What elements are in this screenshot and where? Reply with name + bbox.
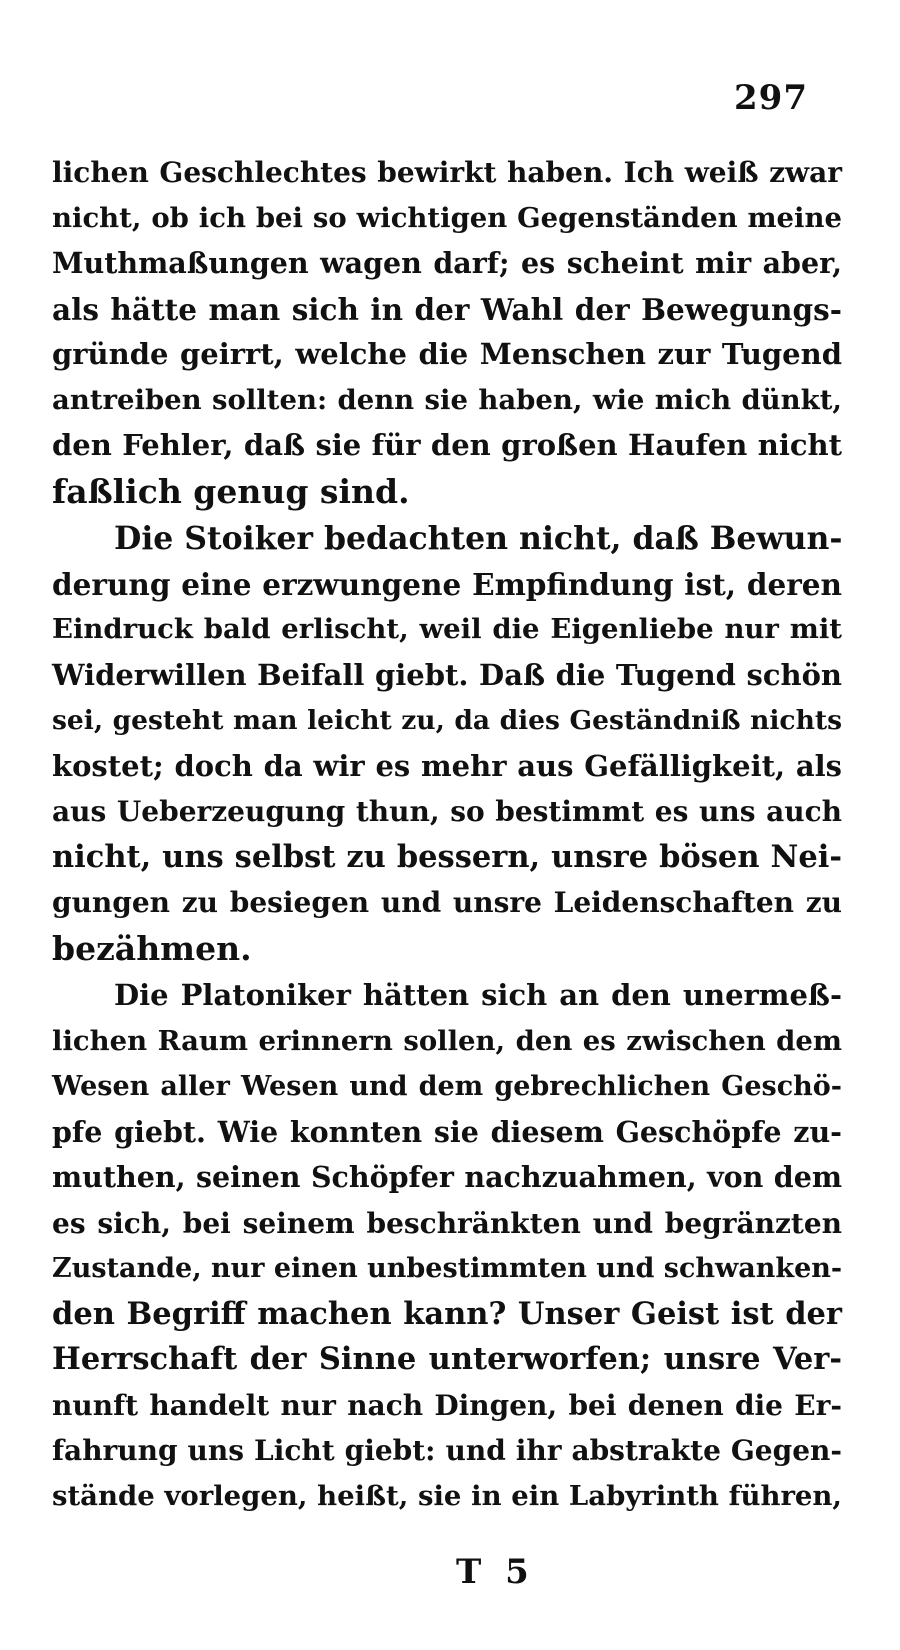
paragraph-3 <box>52 973 842 1519</box>
text-line: gungen zu besiegen und unsre Leidenschaften zu <box>52 886 842 919</box>
text-line: Muthmaßungen wagen darf; es scheint mir aber, <box>52 246 842 280</box>
text-line: Die Platoniker hätten sich an den unermeß- <box>114 978 842 1012</box>
text-line: lichen Raum erinnern sollen, den es zwischen dem <box>52 1024 842 1057</box>
text-line: fahrung uns Licht giebt: und ihr abstrakte Gegen- <box>52 1434 842 1467</box>
text-line: Zustande, nur einen unbestimmten und schwanken- <box>52 1253 843 1284</box>
text-line: aus Ueberzeugung thun, so bestimmt es uns auch <box>52 795 842 828</box>
text-line: Wesen aller Wesen und dem gebrechlichen Geschö- <box>52 1071 842 1102</box>
text-line: als hätte man sich in der Wahl der Bewegungs- <box>52 291 842 327</box>
text-line: faßlich genug sind. <box>52 471 410 511</box>
text-line: den Fehler, daß sie für den großen Haufen nicht <box>52 428 842 462</box>
text-line: kostet; doch da wir es mehr aus Gefälligkeit, als <box>52 748 842 783</box>
text-line: lichen Geschlechtes bewirkt haben. Ich weiß zwar <box>52 156 842 189</box>
text-line: gründe geirrt, welche die Menschen zur Tugend <box>52 337 842 371</box>
body-text <box>52 150 842 1519</box>
text-line: nicht, ob ich bei so wichtigen Gegenständen meine <box>52 201 842 234</box>
text-line: Die Stoiker bedachten nicht, daß Bewun- <box>114 520 843 557</box>
paragraph-1 <box>52 150 842 514</box>
text-line: pfe giebt. Wie konnten sie diesem Geschöpfe zu- <box>52 1114 842 1149</box>
text-line: den Begriff machen kann? Unser Geist ist der <box>52 1295 842 1332</box>
signature-mark: T 5 <box>456 1552 535 1592</box>
text-line: muthen, seinen Schöpfer nachzuahmen, von dem <box>52 1160 842 1194</box>
text-line: Herrschaft der Sinne unterworfen; unsre Ver- <box>52 1341 842 1377</box>
page-number: 297 <box>734 78 808 118</box>
text-line: bezähmen. <box>52 928 252 968</box>
text-line: es sich, bei seinem beschränkten und begränzten <box>52 1206 842 1240</box>
text-line: nicht, uns selbst zu bessern, unsre bösen Nei- <box>52 838 842 875</box>
text-line: stände vorlegen, heißt, sie in ein Labyrinth führen, <box>52 1479 842 1512</box>
text-line: antreiben sollten: denn sie haben, wie mich dünkt, <box>52 383 842 416</box>
text-line: sei, gesteht man leicht zu, da dies Geständniß nichts <box>52 705 842 736</box>
text-line: Widerwillen Beifall giebt. Daß die Tugend schön <box>52 657 842 692</box>
text-line: derung eine erzwungene Empfindung ist, deren <box>52 566 842 602</box>
text-line: nunft handelt nur nach Dingen, bei denen die Er- <box>52 1388 842 1422</box>
paragraph-2 <box>52 516 842 971</box>
text-line: Eindruck bald erlischt, weil die Eigenliebe nur mit <box>52 613 842 645</box>
